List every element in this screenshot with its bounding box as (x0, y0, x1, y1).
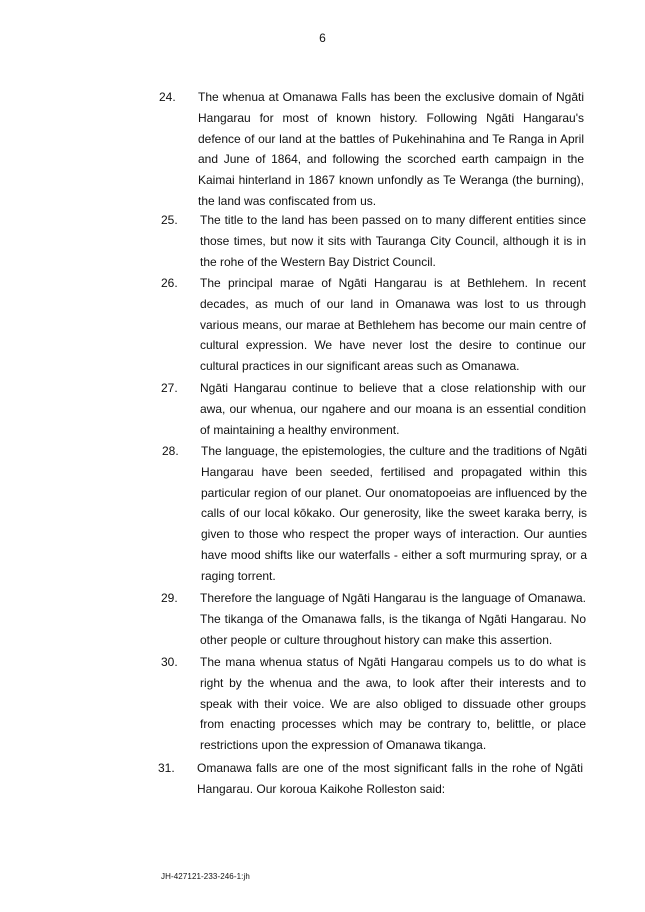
document-reference: JH-427121-233-246-1:jh (161, 872, 250, 881)
paragraph-text: The language, the epistemologies, the culture and the traditions of Ngāti Hangarau have been seeded, fertilised and propagated within this particular region of our planet. Our onomatopoeias are influenced by the calls of our local kōkako. Our generosity, like the sweet karaka berry, is given to those who respect the proper ways of interaction. Our aunties have mood shifts like our waterfalls - either a soft murmuring spray, or a raging torrent. (201, 444, 587, 583)
page-number: 6 (319, 31, 326, 45)
paragraph-text: The mana whenua status of Ngāti Hangarau compels us to do what is right by the whenua and the awa, to look after their interests and to speak with their voice. We are also obliged to dissuade other groups from enacting processes which may be contrary to, belittle, or place restrictions upon the expression of Omanawa tikanga. (200, 655, 586, 753)
paragraph-number: 31. (158, 761, 175, 775)
paragraph-text: Therefore the language of Ngāti Hangarau is the language of Omanawa. The tikanga of the Omanawa falls, is the tikanga of Ngāti Hangarau. No other people or culture throughout history can make this assertion. (200, 591, 586, 647)
paragraph-number: 27. (161, 381, 178, 395)
paragraph-number: 29. (161, 591, 178, 605)
paragraph-text: Ngāti Hangarau continue to believe that a close relationship with our awa, our whenua, our ngahere and our moana is an essential condition of maintaining a healthy environment. (200, 381, 586, 437)
paragraph-text: The title to the land has been passed on to many different entities since those times, but now it sits with Tauranga City Council, although it is in the rohe of the Western Bay District Council. (200, 213, 586, 269)
paragraph-number: 24. (159, 90, 176, 104)
paragraph-number: 26. (161, 276, 178, 290)
paragraph-text: The principal marae of Ngāti Hangarau is at Bethlehem. In recent decades, as much of our land in Omanawa was lost to us through various means, our marae at Bethlehem has become our main centre of cultural expression. We have never lost the desire to continue our cultural practices in our significant areas such as Omanawa. (200, 276, 586, 374)
paragraph-number: 30. (161, 655, 178, 669)
paragraph-text: The whenua at Omanawa Falls has been the exclusive domain of Ngāti Hangarau for most of known history. Following Ngāti Hangarau's defence of our land at the battles of Pukehinahina and Te Ranga in April and June of 1864, and following the scorched earth campaign in the Kaimai hinterland in 1867 known unfondly as Te Weranga (the burning), the land was confiscated from us. (198, 90, 584, 208)
paragraph-number: 25. (161, 213, 178, 227)
paragraph-text: Omanawa falls are one of the most significant falls in the rohe of Ngāti Hangarau. Our koroua Kaikohe Rolleston said: (197, 761, 583, 796)
paragraph-number: 28. (162, 444, 179, 458)
